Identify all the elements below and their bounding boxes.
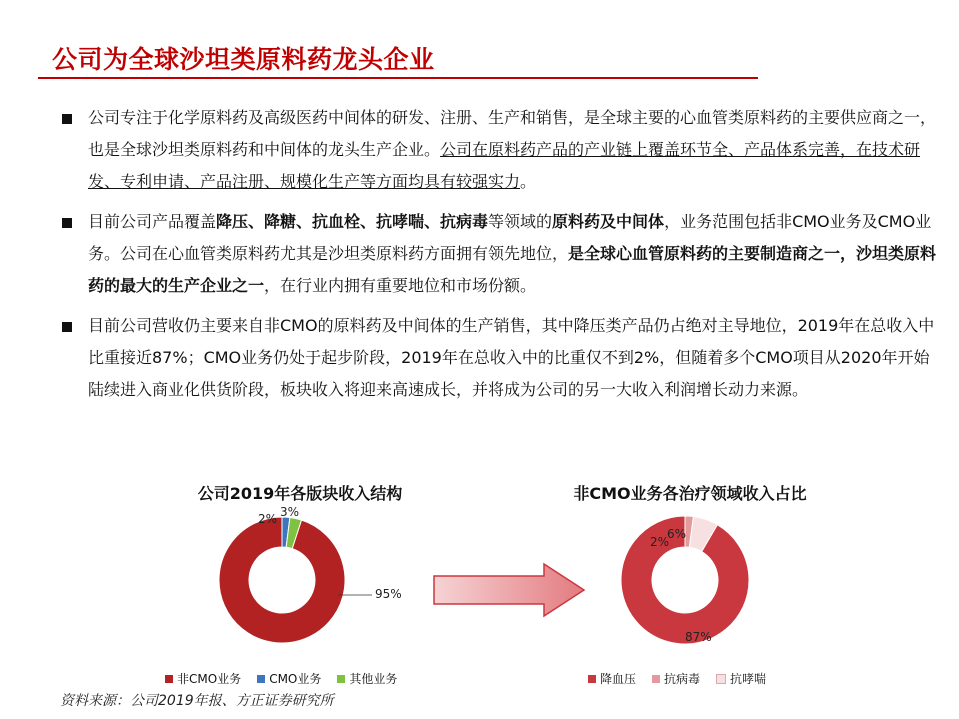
bullet-text: 目前公司营收仍主要来自非CMO的原料药及中间体的生产销售，其中降压类产品仍占绝对主导地位，2019年在总收入中比重接近87%；CMO业务仍处于起步阶段，2019年在总收入中的比重仅不到2%，但随着多个CMO项目从2020年开始陆续进入商业化供货阶段，板块收入将迎来高速成长，并将成为公司的另一大收入利润增长动力来源。 — [88, 316, 935, 399]
legend-item — [652, 670, 700, 687]
title-underline — [38, 77, 758, 79]
legend-swatch — [337, 675, 345, 683]
bullet-text: 等领域的 — [488, 212, 553, 231]
chart-2-donut — [605, 500, 770, 665]
chart-2-legend — [588, 670, 766, 687]
bullet-text: ，业务范围包括非CMO业务及CMO业务。公司在心血管类原料药尤其是沙坦类原料药方面拥有领先地位， — [88, 212, 932, 263]
legend-swatch — [165, 675, 173, 683]
legend-swatch — [716, 674, 726, 684]
bullet-text: 目前公司产品覆盖 — [88, 212, 217, 231]
bullet-item — [62, 102, 942, 198]
legend-item — [337, 670, 397, 687]
legend-swatch — [652, 675, 660, 683]
legend-item — [257, 670, 321, 687]
legend-item — [716, 670, 766, 687]
legend-label: 降血压 — [600, 672, 637, 686]
data-label-3: 6% — [667, 527, 687, 541]
bullet-text-bold: 原料药及中间体 — [552, 212, 665, 231]
data-label-1: 95% — [375, 587, 402, 601]
data-label-3: 3% — [280, 505, 300, 519]
square-bullet-icon — [62, 218, 72, 228]
bullet-text-bold: 降压、降糖、抗血栓、抗哮喘、抗病毒 — [216, 212, 489, 231]
bullet-text: 。 — [520, 172, 537, 191]
legend-label: 其他业务 — [349, 672, 398, 686]
bullet-item — [62, 206, 942, 302]
bullet-list — [62, 102, 942, 414]
legend-swatch — [588, 675, 596, 683]
data-label-1: 87% — [685, 630, 712, 644]
chart-1-legend — [165, 670, 397, 687]
chart-2-title: 非CMO业务各治疗领域收入占比 — [573, 484, 807, 503]
legend-swatch — [257, 675, 265, 683]
data-label-2: 2% — [650, 535, 670, 549]
source-note: 资料来源：公司2019年报、方正证券研究所 — [60, 693, 334, 709]
legend-label: 抗哮喘 — [730, 672, 767, 686]
page-title: 公司为全球沙坦类原料药龙头企业 — [52, 45, 435, 74]
bullet-text: ，在行业内拥有重要地位和市场份额。 — [264, 276, 537, 295]
square-bullet-icon — [62, 322, 72, 332]
bullet-text-underlined: 公司在原料药产品的产业链上覆盖环节全、产品体系完善，在技术研发、专利申请、产品注册、规模化生产等方面均具有较强实力 — [88, 140, 921, 191]
bullet-item — [62, 310, 942, 406]
data-label-2: 2% — [258, 512, 278, 526]
legend-item — [588, 670, 636, 687]
chart-1-title: 公司2019年各版块收入结构 — [197, 484, 403, 503]
legend-label: 非CMO业务 — [177, 672, 242, 686]
bullet-text-bold: 是全球心血管原料药的主要制造商之一，沙坦类原料药的最大的生产企业之一 — [88, 244, 937, 295]
chart-1-donut — [200, 500, 430, 665]
legend-label: 抗病毒 — [664, 672, 701, 686]
legend-item — [165, 670, 241, 687]
right-arrow-icon — [432, 562, 587, 618]
legend-label: CMO业务 — [269, 672, 322, 686]
square-bullet-icon — [62, 114, 72, 124]
bullet-text: 公司专注于化学原料药及高级医药中间体的研发、注册、生产和销售，是全球主要的心血管类原料药的主要供应商之一，也是全球沙坦类原料药和中间体的龙头生产企业。 — [88, 108, 937, 159]
